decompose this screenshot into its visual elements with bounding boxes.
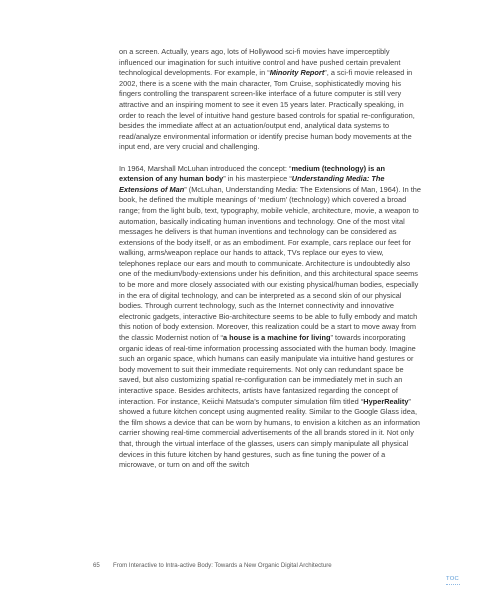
film-title-minority-report: Minority Report — [269, 68, 325, 78]
toc-dotted-underline — [446, 584, 460, 586]
paragraph-1-text-2: ”, a sci-fi movie released in 2002, there is a scene with the main character, Tom Cruise, sophisticatedly moving his fingers controlling the transparent screen-like interface of a future computer is still very attractive and an inspiring moment to see it even 15 years later. Practically speaking, in order to reach the level of intuitive hand gesture based controls for spatial re-configuration, besides the immediate affect at an actuation/output end, analytical data systems to read/analyze environmental information or identify precise human body movements at the input end, are very crucial and challenging. — [119, 68, 415, 152]
paragraph-mcluhan — [119, 164, 421, 471]
paragraph-2-text-1: In 1964, Marshall McLuhan introduced the concept: “ — [119, 163, 292, 173]
quote-machine-for-living: a house is a machine for living — [222, 333, 331, 343]
paragraph-2-text-2: ” in his masterpiece “ — [223, 174, 292, 184]
body-text — [119, 47, 421, 481]
toc-label: TOC — [446, 576, 460, 582]
paragraph-2-text-5: ” showed a future kitchen concept using augmented reality. Similar to the Google Glass idea, the film shows a device that can be worn by humans, to envision a kitchen as an information carrier showing real-time commercial advertisements of the all brands stored in it. Not only that, through the virtual interface of the glasses, users can simply manipulate all physical devices in this future kitchen by hand gestures, such as fine tuning the power of a microwave, or turn on and off the switch — [119, 396, 421, 470]
page-footer — [93, 562, 433, 569]
book-title-understanding-media: Understanding Media: The Extensions of Man — [119, 174, 385, 194]
page-number: 65 — [93, 562, 100, 569]
paragraph-1-text-1: on a screen. Actually, years ago, lots of Hollywood sci-fi movies have imperceptibly influenced our imagination for such intuitive control and have pushed certain prevalent technological developments. For example, in “ — [119, 47, 401, 78]
toc-link[interactable] — [446, 576, 460, 586]
paragraph-2-text-4: ” towards incorporating organic ideas of real-time information processing associated with the human body. Imagine such an organic space, which humans can easily manipulate via intuitive hand gestures or body movement to suit their immediate requirements. Not only can redundant space be saved, but also customizing spatial re-configuration can be immediately met in such an interactive space. Besides architects, artists have fantasized regarding the concept of interaction. For instance, Keiichi Matsuda’s computer simulation film titled “ — [119, 333, 416, 406]
film-title-hyperreality: HyperReality — [363, 396, 409, 406]
running-title: From Interactive to Intra-active Body: Towards a New Organic Digital Architecture — [113, 562, 332, 569]
paragraph-minority-report — [119, 47, 421, 153]
quote-medium-extension: medium (technology) is an extension of any human body — [119, 163, 386, 184]
paragraph-2-text-3: ” (McLuhan, Understanding Media: The Extensions of Man, 1964). In the book, he defined the multiple meanings of ‘medium’ (technology) which covered a broad range; from the light bulb, text, typography, mobile vehicle, architecture, movie, a weapon to automation, basically indicating human inventions and technology. One of the most vital messages he delivers is that human inventions and technology can be considered as extensions of the body itself, or as an embodiment. For example, cars replace our feet for walking, arms/weapon replace our hands to attack, TVs replace our eyes to view, telephones replace our ears and mouth to communicate. Architecture is undoubtedly also one of the medium/body-extensions under his definition, and this architectural space seems to be more and more closely associated with our existing physical/human bodies, especially in the era of digital technology, and can be interpreted as a second skin of our physical bodies. Through current technology, such as the Internet connectivity and innovative electronic gadgets, interactive Bio-architecture seems to be able to fully embody and match this notion of body extension. Moreover, this realization could be a start to move away from the classic Modernist notion of “ — [119, 184, 422, 343]
